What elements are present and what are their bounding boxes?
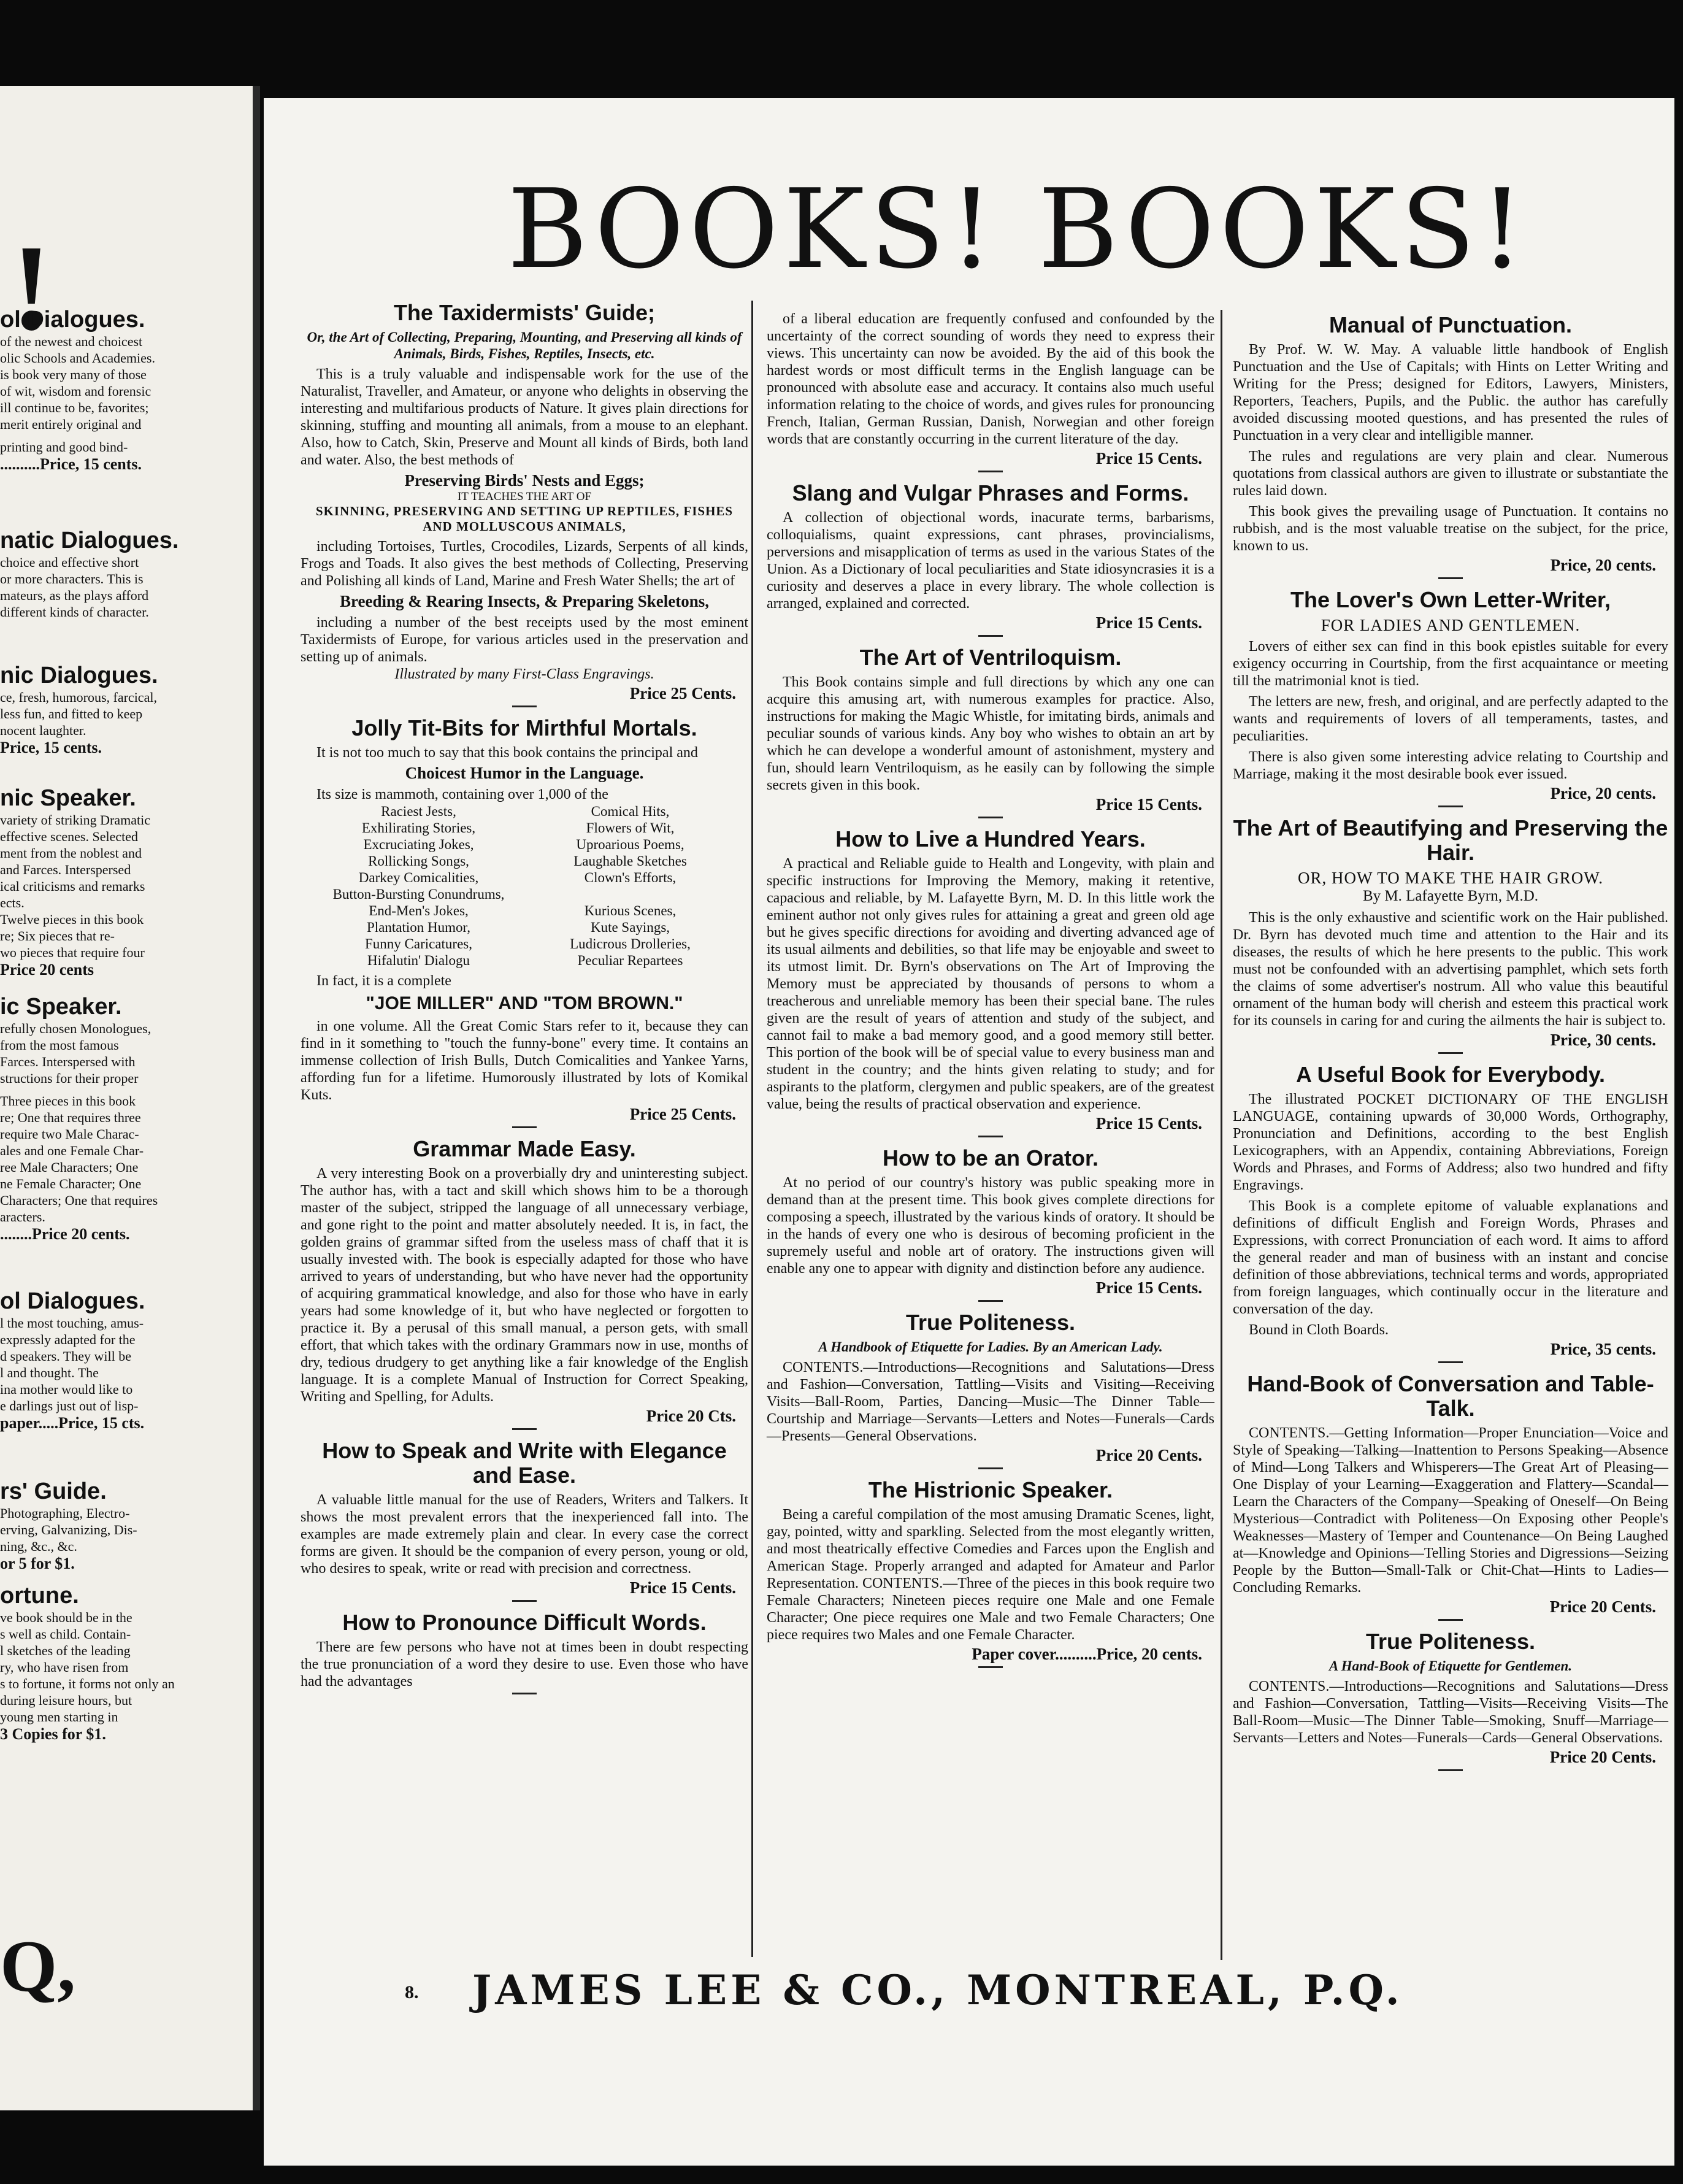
article-price: Price 20 Cents.: [1095, 1446, 1202, 1464]
left-page-item-line: different kinds of character.: [0, 604, 149, 620]
left-page-fragment: [0, 86, 253, 2110]
titbits-list-item: Exhilirating Stories,: [361, 820, 476, 836]
article: [767, 827, 1214, 1137]
left-page-item-heading: ol Dialogues.: [0, 1288, 145, 1314]
article-paragraph: The rules and regulations are very plain and clear. Numerous quotations from classical authors are given to illustrate or substantiate the rules laid down.: [1233, 448, 1668, 499]
article-divider: [978, 1666, 1003, 1668]
left-page-item-line: olic Schools and Academies.: [0, 350, 155, 366]
article-title: The Taxidermists' Guide;: [394, 300, 655, 325]
article: [301, 1439, 748, 1602]
article-title: True Politeness.: [1365, 1629, 1536, 1654]
left-page-item-line: variety of striking Dramatic: [0, 812, 150, 828]
article-paragraph: CONTENTS.—Introductions—Recognitions and Salutations—Dress and Fashion—Conversation, Tattling—Visits—Receiving Visits—The Ball-Room—Music—The Dinner Table—Smoking, Snuff—Marriage—Servants—Letters and Notes—Funerals—Cards—General Observations.: [1233, 1678, 1668, 1746]
left-page-item-line: mateurs, as the plays afford: [0, 588, 149, 603]
article: [1233, 588, 1668, 807]
left-page-item-line: ree Male Characters; One: [0, 1159, 139, 1175]
article-paragraph: in one volume. All the Great Comic Stars refer to it, because they can find in it something to "touch the funny-bone" every time. It contains an immense collection of Irish Bulls, Dutch Comicalities and Yankee Yarns, affording fun for a lifetime. Humorously illustrated by lots of Komikal Kuts.: [301, 1018, 748, 1103]
article-title: How to Pronounce Difficult Words.: [342, 1610, 707, 1635]
left-page-item-heading: ortune.: [0, 1583, 79, 1609]
article-divider: [978, 817, 1003, 818]
article-paragraph: It is not too much to say that this book contains the principal and: [316, 745, 698, 761]
left-page-item-price: Price, 15 cents.: [0, 739, 102, 756]
titbits-list-item: Clown's Efforts,: [584, 870, 677, 885]
article-paragraph: This Book contains simple and full directions by which any one can acquire this amusing art, with numerous examples for practice. Also, instructions for making the Magic Whistle, for imitating birds, animals and peculiar sounds of various kinds. Any boy who wishes to obtain an art by which he can develope a wonderful amount of astonishment, mystery and fun, should learn Ventriloquism, as he easily can by following the simple secrets given in this book.: [767, 674, 1214, 793]
article-price: Price 15 Cents.: [1095, 1114, 1202, 1132]
titbits-list-item: Darkey Comicalities,: [358, 870, 479, 885]
left-page-item: [0, 1583, 202, 1744]
article-title: Grammar Made Easy.: [413, 1136, 636, 1161]
article-divider: [1438, 1052, 1463, 1054]
article-price: Price 25 Cents.: [629, 684, 736, 702]
left-page-item: [0, 1288, 202, 1432]
left-page-item-line: re; One that requires three: [0, 1110, 141, 1125]
article: [1233, 1063, 1668, 1363]
article-price: Price, 35 cents.: [1550, 1340, 1656, 1358]
left-page-item-line: erving, Galvanizing, Dis-: [0, 1522, 137, 1537]
article-price: Price, 20 cents.: [1550, 784, 1656, 802]
article-title: How to be an Orator.: [882, 1145, 1099, 1171]
article-title: Slang and Vulgar Phrases and Forms.: [792, 480, 1189, 506]
article-title: True Politeness.: [905, 1310, 1076, 1335]
titbits-list-item: Raciest Jests,: [381, 804, 456, 819]
left-page-item-line: require two Male Charac-: [0, 1126, 139, 1142]
column-middle: [767, 307, 1214, 1677]
article-subtitle: Or, the Art of Collecting, Preparing, Mounting, and Preserving all kinds of Animals, Birds, Fishes, Reptiles, Insects, etc.: [307, 329, 742, 361]
article: [767, 645, 1214, 818]
article: [301, 716, 748, 1128]
left-page-item-line: ects.: [0, 895, 25, 910]
article-paragraph: There are few persons who have not at times been in doubt respecting the true pronunciation of a word they desire to use. Even those who have had the advantages: [301, 1639, 748, 1690]
left-page-item-line: ne Female Character; One: [0, 1176, 142, 1191]
article-paragraph: At no period of our country's history was public speaking more in demand than at the present time. This book gives complete directions for composing a speech, illustrated by the various kinds of oratory. It should be in the hands of every one who is desirous of becoming proficient in the supremely useful and noble art of oratory. The instructions given will enable any one to appear with dignity and distinction before any audience.: [767, 1175, 1214, 1277]
left-page-item: [0, 307, 202, 474]
left-page-item: [0, 994, 202, 1244]
left-page-item-line: ill continue to be, favorites;: [0, 400, 149, 415]
left-page-item-line: s well as child. Contain-: [0, 1626, 131, 1642]
article-title: The Art of Ventriloquism.: [859, 645, 1122, 670]
left-page-item-heading: ic Speaker.: [0, 994, 122, 1020]
article-title: Hand-Book of Conversation and Table-Talk.: [1247, 1371, 1654, 1421]
left-page-item-heading: rs' Guide.: [0, 1478, 107, 1504]
column-rule-right: [1221, 310, 1222, 1960]
left-page-item-line: expressly adapted for the: [0, 1332, 136, 1347]
article-paragraph: including a number of the best receipts used by the most eminent Taxidermists of Europe, for various articles used in the preservation and setting up of animals.: [301, 615, 748, 665]
left-page-item: [0, 1478, 202, 1573]
left-page-item-line: Photographing, Electro-: [0, 1505, 130, 1521]
left-page-item-line: l the most touching, amus-: [0, 1315, 144, 1331]
article-subtitle: A Hand-Book of Etiquette for Gentlemen.: [1328, 1658, 1573, 1674]
left-page-item-line: [0, 1086, 202, 1093]
article-paragraph: This is the only exhaustive and scientific work on the Hair published. Dr. Byrn has devoted much time and attention to the Hair and its diseases, the results of which he here presents to the public. This work must not be confounded with an advertising pamphlet, which sets forth the claims of some advertiser's nostrum. All who value this beautiful ornament of the human body will cherish and esteem this practical work for its counsels in caring for and curing the ailments the hair is subject to.: [1233, 910, 1668, 1029]
left-page-item-line: ical criticisms and remarks: [0, 879, 145, 894]
article-price: Price 20 Cents.: [1549, 1748, 1656, 1766]
page-gutter: [253, 86, 260, 2110]
left-page-item-line: ve book should be in the: [0, 1610, 132, 1625]
article-divider: [512, 706, 537, 707]
article: [767, 481, 1214, 637]
article-paragraph: of a liberal education are frequently confused and confounded by the uncertainty of the correct sounding of words they need to express their views. This uncertainty can now be avoided. By the aid of this book the hardest words or most difficult terms in the English language can be pronounced with absolute ease and accuracy. It contains also much useful information relating to the choice of words, and gives rules for pronouncing French, Italian, German Russian, Danish, Norwegian and other foreign words that are constantly occurring in the current literature of the day.: [767, 311, 1214, 447]
left-page-item-heading: nic Speaker.: [0, 785, 136, 811]
article-note: Illustrated by many First-Class Engravings.: [394, 666, 654, 682]
article-subheading: OR, HOW TO MAKE THE HAIR GROW.: [1297, 869, 1604, 887]
left-page-footer-fragment: Q,: [0, 1925, 76, 2007]
left-page-item-line: structions for their proper: [0, 1071, 139, 1086]
article-paragraph: There is also given some interesting advice relating to Courtship and Marriage, making it the most desirable book ever issued.: [1233, 749, 1668, 782]
left-page-item: [0, 785, 202, 979]
left-page-item-line: ce, fresh, humorous, farcical,: [0, 690, 157, 705]
article-title: A Useful Book for Everybody.: [1295, 1062, 1606, 1087]
article-title: The Lover's Own Letter-Writer,: [1290, 587, 1611, 612]
article-divider: [978, 1136, 1003, 1137]
titbits-list-item: End-Men's Jokes,: [369, 903, 469, 918]
left-page-item-line: wo pieces that require four: [0, 945, 145, 960]
page-number: 8.: [405, 1982, 419, 2002]
article-divider: [1438, 806, 1463, 807]
article-paragraph: Its size is mammoth, containing over 1,000 of the: [316, 786, 608, 802]
left-page-item-line: d speakers. They will be: [0, 1348, 132, 1364]
article: [301, 1137, 748, 1430]
titbits-list-item: Plantation Humor,: [366, 920, 470, 935]
article-subheading: FOR LADIES AND GENTLEMEN.: [1321, 616, 1581, 634]
article-divider: [512, 1600, 537, 1602]
article-paragraph: A collection of objectional words, inacurate terms, barbarisms, colloquialisms, quaint expressions, cant phrases, provincialisms, perversions and misapplication of terms as used in the various States of the Union. As a Dictionary of local peculiarities and State idiosyncrasies it is a curiosity and deserves a place in every library. The whole collection is arranged, explained and corrected.: [767, 510, 1214, 612]
article: [1233, 313, 1668, 579]
article-paragraph: CONTENTS.—Introductions—Recognitions and Salutations—Dress and Fashion—Conversation, Tattling—Visits and Visiting—Receiving Visits—Ball-Room, Parties, Dancing—Music—The Dinner Table—Courtship and Marriage—Servants—Letters and Notes—Funerals—Cards—Presents—General Observations.: [767, 1359, 1214, 1444]
column-right: [1233, 307, 1668, 1780]
left-page-item-line: Characters; One that requires: [0, 1193, 158, 1208]
left-page-item-line: from the most famous: [0, 1037, 119, 1053]
left-page-item-heading: nic Dialogues.: [0, 663, 158, 688]
titbits-list-item: Hifalutin' Dialogu: [367, 953, 470, 968]
titbits-list-item: Peculiar Repartees: [577, 953, 683, 968]
article: [767, 1146, 1214, 1302]
left-page-item-line: is book very many of those: [0, 367, 147, 382]
left-page-item: [0, 528, 202, 620]
article-title: The Art of Beautifying and Preserving the Hair.: [1233, 815, 1668, 865]
column-left: [301, 294, 748, 1703]
article-divider: [512, 1126, 537, 1128]
article-divider: [978, 1300, 1003, 1302]
article-paragraph: Lovers of either sex can find in this book epistles suitable for every exigency occurring in Courtship, from the first acquaintance or meeting till the matrimonial knot is tied.: [1233, 639, 1668, 689]
article-price: Price 15 Cents.: [1095, 449, 1202, 467]
left-page-item-line: Farces. Interspersed with: [0, 1054, 136, 1069]
article: [767, 1478, 1214, 1668]
left-page-item-line: or more characters. This is: [0, 571, 144, 586]
article-subtitle: A Handbook of Etiquette for Ladies. By an American Lady.: [818, 1339, 1163, 1355]
left-page-item-line: of wit, wisdom and forensic: [0, 383, 151, 399]
left-page-item-line: less fun, and fitted to keep: [0, 706, 143, 721]
left-page-item-price: ........Price 20 cents.: [0, 1225, 130, 1243]
left-page-item-line: choice and effective short: [0, 555, 139, 570]
article-paragraph: including Tortoises, Turtles, Crocodiles, Lizards, Serpents of all kinds, Frogs and Toads. It also gives the best methods of Collecting, Preserving and Polishing all kinds of Land, Marine and Fresh Water Shells; the art of: [301, 539, 748, 589]
article-paragraph: This is a truly valuable and indispensable work for the use of the Naturalist, Traveller, and Amateur, or anyone who delights in observing the interesting and multifarious products of Nature. It gives plain directions for skinning, stuffing and mounting all animals, from a mouse to an elephant. Also, how to Catch, Skin, Preserve and Mount all kinds of Birds, both land and water. Also, the best methods of: [301, 366, 748, 468]
article-title: Manual of Punctuation.: [1329, 312, 1572, 337]
article: [767, 310, 1214, 472]
titbits-list-item: Funny Caricatures,: [364, 936, 472, 952]
article-divider: [978, 635, 1003, 637]
article-paragraph: In fact, it is a complete: [316, 973, 451, 989]
left-page-item-price: ..........Price, 15 cents.: [0, 455, 142, 473]
left-page-item-line: ry, who have risen from: [0, 1659, 129, 1675]
titbits-list-item: Button-Bursting Conundrums,: [332, 886, 505, 902]
left-page-item-line: ales and one Female Char-: [0, 1143, 144, 1158]
left-page-item-line: [0, 433, 202, 439]
left-page-exclamation: !: [11, 220, 52, 356]
left-page-item-price: 3 Copies for $1.: [0, 1725, 106, 1743]
titbits-list-item: Kute Sayings,: [590, 920, 670, 935]
article-price: Price, 30 cents.: [1550, 1031, 1656, 1049]
article-subheading: "JOE MILLER" AND "TOM BROWN.": [366, 993, 683, 1013]
article-subheading: Preserving Birds' Nests and Eggs;: [404, 471, 645, 490]
article-title: The Histrionic Speaker.: [868, 1477, 1113, 1502]
article-paragraph: CONTENTS.—Getting Information—Proper Enunciation—Voice and Style of Speaking—Talking—Inattention to Persons Speaking—Absence of Mind—Long Talkers and Whisperers—The Great Art of Pleasing—One Display of your Learning—Exaggeration and Flattery—Scandal—Learn the Characters of the Company—Speaking of Oneself—On Being Mysterious—Contradict with Politeness—On Exposing other People's Weaknesses—Mastery of Temper and Countenance—On Being Laughed at—Knowledge and Opinions—Telling Stories and Digressions—Seizing People by the Button—Small-Talk or Chit-Chat—Hints to Ladies—Concluding Remarks.: [1233, 1425, 1668, 1596]
article: [767, 1310, 1214, 1469]
left-page-item-line: l and thought. The: [0, 1365, 99, 1380]
titbits-list-item: [531, 886, 730, 902]
left-page-item-line: aracters.: [0, 1209, 45, 1225]
article-divider: [1438, 1769, 1463, 1771]
article-title: How to Speak and Write with Elegance and Ease.: [322, 1438, 727, 1488]
article-title: Jolly Tit-Bits for Mirthful Mortals.: [351, 715, 697, 740]
article-divider: [512, 1428, 537, 1430]
article-paragraph: This book gives the prevailing usage of Punctuation. It contains no rubbish, and is the most valuable treatise on the subject, for the price, known to us.: [1233, 504, 1668, 554]
left-page-item-line: refully chosen Monologues,: [0, 1021, 151, 1036]
article-price: Price 15 Cents.: [1095, 795, 1202, 813]
left-page-item-line: s to fortune, it forms not only an: [0, 1676, 175, 1691]
titbits-list-item: Laughable Sketches: [573, 853, 687, 869]
article-divider: [978, 1467, 1003, 1469]
article-paragraph: By Prof. W. W. May. A valuable little handbook of English Punctuation and the Use of Capitals; with Hints on Letter Writing and Writing for the Press; designed for Editors, Lawyers, Ministers, Reporters, Teachers, Pupils, and the Public. the author has carefully avoided discussing mooted questions, and has presented the rules of Punctuation in a very clear and intelligible manner.: [1233, 342, 1668, 444]
article-price: Price 15 Cents.: [1095, 613, 1202, 632]
article-subheading: Breeding & Rearing Insects, & Preparing Skeletons,: [340, 592, 709, 610]
main-page: [264, 98, 1674, 2166]
titbits-list-item: Comical Hits,: [591, 804, 670, 819]
left-page-item-heading: natic Dialogues.: [0, 528, 179, 553]
left-page-item-price: Price 20 cents: [0, 961, 94, 979]
article-subheading: Choicest Humor in the Language.: [405, 764, 644, 782]
article-divider: [1438, 577, 1463, 579]
column-rule-left: [751, 301, 753, 1957]
article: [1233, 1629, 1668, 1771]
article-paragraph: A valuable little manual for the use of Readers, Writers and Talkers. It shows the most prevalent errors that the inexperienced fall into. The examples are made extremely plain and clear. In every case the correct forms are given. It should be the companion of every person, young or old, who desires to speak, write or read with precision and correctness.: [301, 1492, 748, 1577]
left-page-item-line: l sketches of the leading: [0, 1643, 131, 1658]
left-page-item-line: re; Six pieces that re-: [0, 928, 115, 944]
left-page-item-line: effective scenes. Selected: [0, 829, 138, 844]
left-page-item-line: Three pieces in this book: [0, 1093, 136, 1109]
article-price: Paper cover..........Price, 20 cents.: [972, 1645, 1202, 1663]
article: [301, 301, 748, 707]
article-paragraph: A very interesting Book on a proverbially dry and uninteresting subject. The author has, with a tact and skill which shows him to be a thorough master of the subject, stripped the language of all unnecessary verbiage, and gone right to the point and matter absolutely needed. It is, in fact, the golden grains of grammar sifted from the useless mass of chaff that it is usually invested with. The book is especially adapted for those who have arrived to years of understanding, but who have never had the opportunity of acquiring grammatical knowledge, and also for those who have in early years had some knowledge of it, but who have neglected or forgotten to practice it. By a perusal of this small manual, a person gets, with small effort, that which takes with the ordinary Grammars now in use, months of dry, tedious drudgery to get anything like a fair knowledge of the English language. It is a complete Manual of Instruction for Correct Speaking, Writing and Spelling, for Adults.: [301, 1166, 748, 1405]
article-price: Price 20 Cents.: [1549, 1598, 1656, 1616]
article-subheading: SKINNING, PRESERVING AND SETTING UP REPTILES, FISHES AND MOLLUSCOUS ANIMALS,: [315, 504, 734, 534]
article: [1233, 816, 1668, 1054]
article-price: Price 15 Cents.: [1095, 1278, 1202, 1297]
article: [301, 1610, 748, 1694]
left-page-item-price: paper.....Price, 15 cts.: [0, 1414, 145, 1432]
article-price: Price 15 Cents.: [629, 1578, 736, 1597]
publisher-imprint: JAMES LEE & CO., MONTREAL, P.Q.: [472, 1966, 1403, 2014]
titbits-list-item: Rollicking Songs,: [368, 853, 469, 869]
article-divider: [1438, 1619, 1463, 1621]
article-price: Price, 20 cents.: [1550, 556, 1656, 574]
left-page-item-line: e darlings just out of lisp-: [0, 1398, 139, 1413]
left-page-item-line: and Farces. Interspersed: [0, 862, 131, 877]
titbits-list: [301, 803, 748, 969]
left-page-item-line: young men starting in: [0, 1709, 118, 1725]
article-paragraph: Bound in Cloth Boards.: [1249, 1322, 1389, 1338]
left-page-item-line: nocent laughter.: [0, 723, 86, 738]
article-divider: [1438, 1361, 1463, 1363]
article-paragraph: A practical and Reliable guide to Health and Longevity, with plain and specific instructions for Improving the Memory, making it retentive, capacious and reliable, by M. Lafayette Byrn, M. D. In this little work the eminent author not only gives rules for attaining a great and green old age but he gives specific directions for avoiding and diverting advanced age of its usual ailments and debilities, so that life may be enjoyable and sweet to its utmost limit. Dr. Byrn's observations on The Art of Improving the Memory must be appreciated by thousands of persons to whom a treacherous and unreliable memory has been their special bane. The rules given are the result of years of attention and study of the subject, and cannot fail to make a bad memory good, and a good memory still better. This portion of the book will be of special value to every business man and student in the country; and the hints given relating to study; and for aspirants to the platform, clergymen and public speakers, are of the greatest value, being the results of practical observation and experience.: [767, 856, 1214, 1112]
titbits-list-item: Ludicrous Drolleries,: [570, 936, 691, 952]
article-paragraph: The illustrated POCKET DICTIONARY OF THE ENGLISH LANGUAGE, containing upwards of 30,000 Words, Orthography, Pronunciation and Definitions, according to the best English Lexicographers, with an Appendix, containing Abbreviations, Foreign Words and Phrases, and Forms of Address; also two hundred and fifty Engravings.: [1233, 1091, 1668, 1193]
article-price: Price 20 Cts.: [646, 1407, 736, 1425]
article-price: Price 25 Cents.: [629, 1105, 736, 1123]
article-divider: [512, 1693, 537, 1694]
left-page-item-line: merit entirely original and: [0, 417, 142, 432]
left-page-item-line: ning, &c., &c.: [0, 1539, 77, 1554]
left-page-item-line: during leisure hours, but: [0, 1693, 132, 1708]
titbits-list-item: Kurious Scenes,: [584, 903, 677, 918]
left-page-item-heading: ol Dialogues.: [0, 307, 145, 333]
left-page-item: [0, 663, 202, 757]
titbits-list-item: Uproarious Poems,: [576, 837, 684, 852]
left-page-item-line: ment from the noblest and: [0, 845, 142, 861]
article-subheading: IT TEACHES THE ART OF: [457, 490, 592, 503]
page-masthead: BOOKS! BOOKS!: [507, 166, 1529, 293]
article-paragraph: Being a careful compilation of the most amusing Dramatic Scenes, light, gay, pointed, witty and sparkling. Selected from the most elegantly written, and most theatrically effective Comedies and Farces upon the English and American Stage. Properly arranged and adapted for Amateur and Parlor Representation. CONTENTS.—Three of the pieces in this book require two Female Characters; Nineteen pieces require one Male and one Female Character; One piece requires one Male and two Female Characters; One piece requires two Males and one Female Character.: [767, 1507, 1214, 1643]
left-page-item-line: printing and good bind-: [0, 439, 128, 455]
titbits-list-item: Flowers of Wit,: [586, 820, 675, 836]
article-title: How to Live a Hundred Years.: [835, 826, 1146, 852]
left-page-item-price: or 5 for $1.: [0, 1555, 75, 1572]
article-paragraph: The letters are new, fresh, and original, and are perfectly adapted to the wants and requirements of lovers of all temperaments, tastes, and peculiarities.: [1233, 694, 1668, 744]
article-paragraph: This Book is a complete epitome of valuable explanations and definitions of difficult English and Foreign Words, Phrases and Expressions, with correct Pronunciation of each word. It aims to afford the general reader and man of business with an instant and concise definition of those abbreviations, technical terms and words, appropriated from foreign languages, which continually occur in the literature and conversation of the day.: [1233, 1198, 1668, 1317]
article-divider: [978, 471, 1003, 472]
titbits-list-item: Excruciating Jokes,: [363, 837, 474, 852]
left-page-item-line: ina mother would like to: [0, 1382, 133, 1397]
article: [1233, 1372, 1668, 1621]
left-page-item-line: of the newest and choicest: [0, 334, 143, 349]
article-author: By M. Lafayette Byrn, M.D.: [1362, 888, 1539, 904]
left-page-item-line: Twelve pieces in this book: [0, 912, 144, 927]
